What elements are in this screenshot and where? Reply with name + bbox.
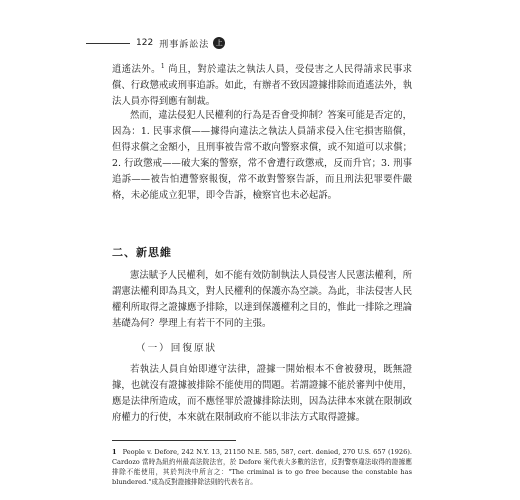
book-title: 刑事訴訟法 [159,39,210,50]
footnote-rule [112,440,236,441]
paragraph-2: 然而，違法侵犯人民權利的行為是否會受抑制？答案可能是否定的，因為：1. 民事求償——據得向違法之執法人員請求侵入住宅損害賠償，但得求償之金額小，且刑事被告常不敢向警察求償，或不知道可以求償；2. 行政懲戒——破大案的警察，常不會遭行政懲戒，反而升官；3. 刑事追訴——被告怕遭警察報復，常不敢對警察告訴，而且刑法犯罪要件嚴格，未必能成立犯罪，即令告訴，檢察官也未必起訴。 [112,110,413,201]
footnote-number: 1 [112,448,117,456]
header-rule [86,43,130,44]
paragraph-1-rest: 尚且，對於違法之執法人員，受侵害之人民得請求民事求償、行政懲戒或刑事追訴。如此，有辦者不致因證據排除而逍遙法外，執法人員亦得到應有制裁。 [112,64,413,107]
paragraph-1 [112,62,412,110]
paragraph-4: 若執法人員自始即遵守法律，證據一開始根本不會被發現，既無證據，也就沒有證據被排除不能使用的問題。若謂證據不能於審判中使用，應是法律所造成，而不應怪罪於證據排除法則，因為法律本來就在限制政府權力的行使，本來就在限制政府不能以非法方式取得證據。 [112,364,413,423]
volume-badge: 上 [213,37,225,49]
subheading: （一）回復原狀 [136,343,218,354]
running-header [86,36,486,50]
section-heading: 二、新思維 [112,246,172,259]
footnote-text: People v. Defore, 242 N.Y. 13, 21150 N.E. 585, 587, cert. denied, 270 U.S. 657 (1926). Cardozo 當時為紐約州最高法院法官，於 Defore 案代表大多數的法官，反對警察違法取得的證據應排除不能使用，其於判決中所言之："The criminal is to go free because the constable has blundered."成為反對證據排除法則的代表名言。 [112,448,412,486]
paragraph-1-start: 逍遙法外。 [112,64,161,75]
footnote-ref[interactable]: 1 [160,62,165,70]
footnote [112,447,412,487]
page-number: 122 [136,38,154,48]
paragraph-3: 憲法賦予人民權利，如不能有效防制執法人員侵害人民憲法權利，所謂憲法權利即為具文，對人民權利的保護亦為空談。為此，非法侵害人民權利所取得之證據應予排除，以達到保護權利之目的，惟此一排除之理論基礎為何？學理上有若干不同的主張。 [112,270,413,329]
